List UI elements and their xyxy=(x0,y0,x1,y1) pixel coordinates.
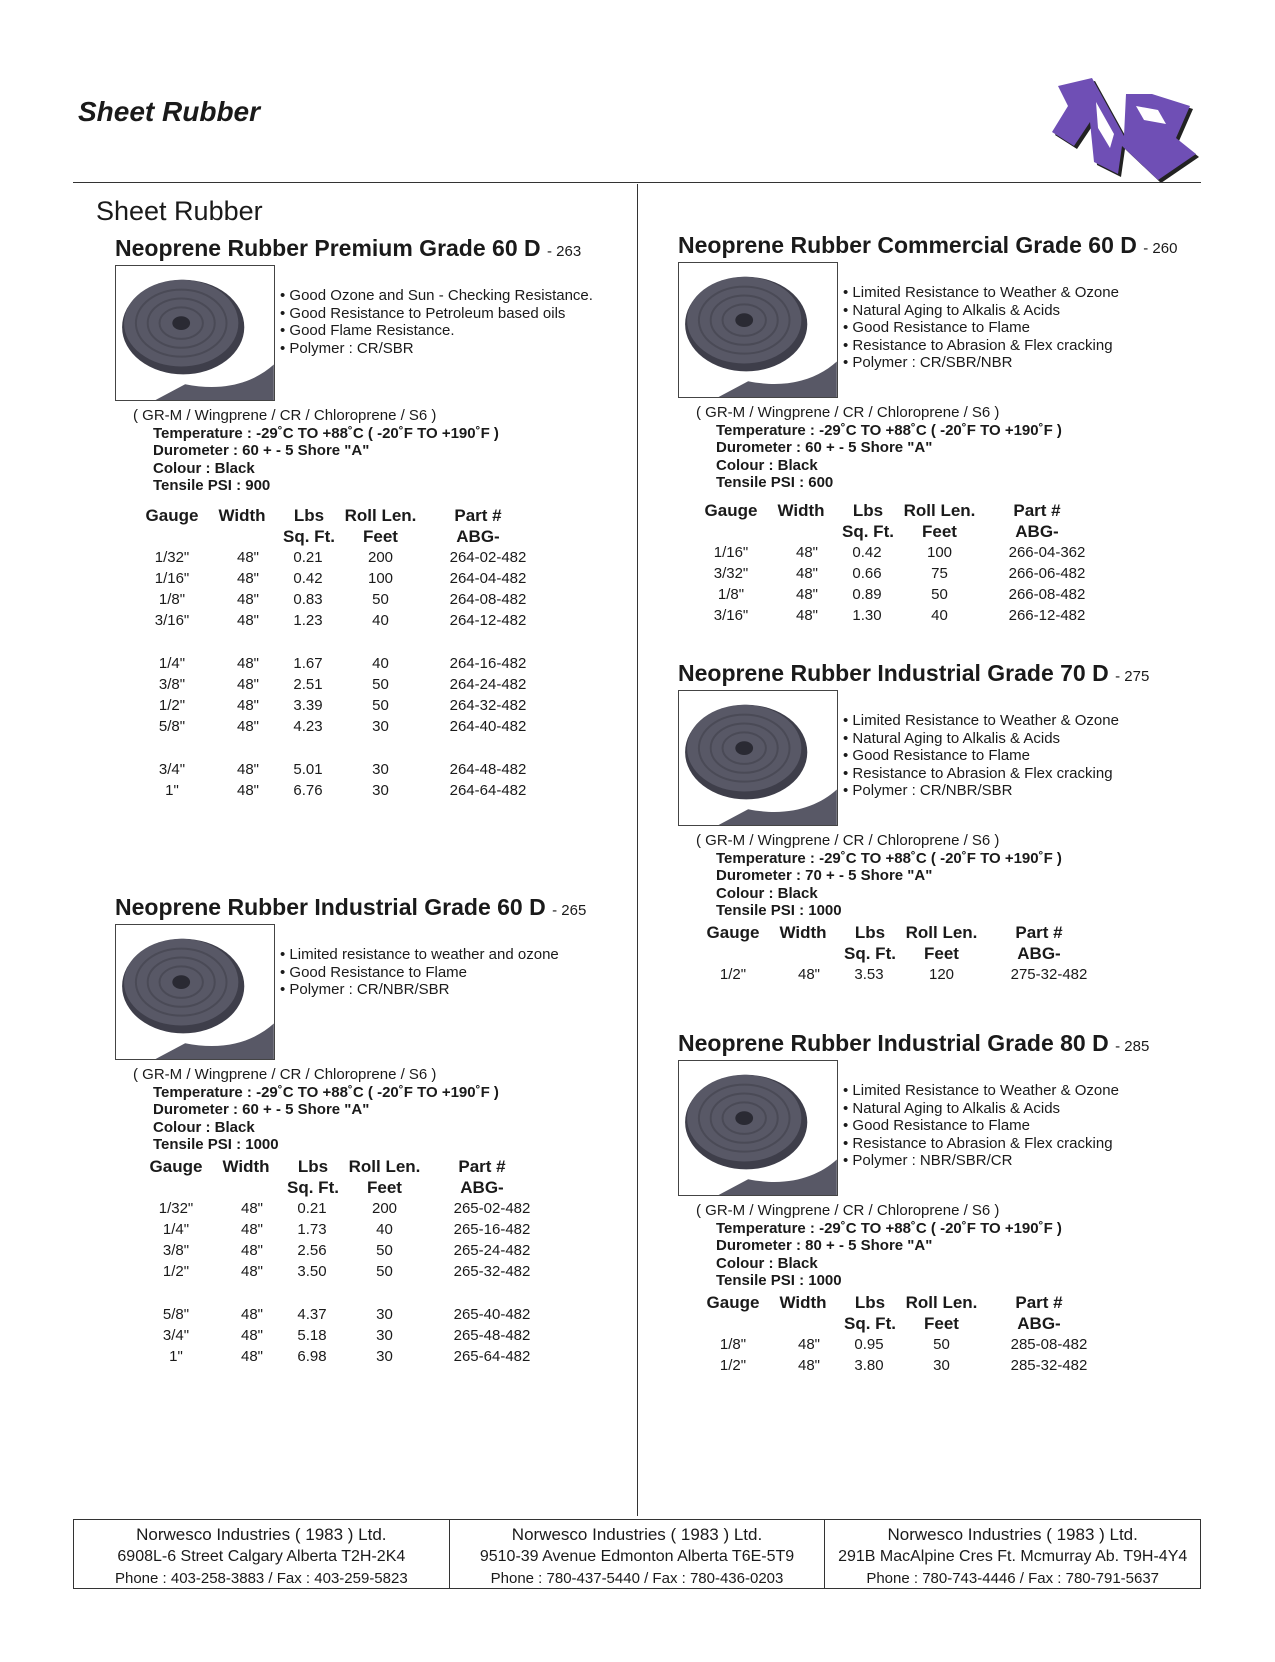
rubber-roll-image xyxy=(678,262,838,398)
alias-text: ( GR-M / Wingprene / CR / Chloroprene / S6 ) xyxy=(133,1066,437,1083)
table-row xyxy=(143,782,583,802)
lbs-cell: 1.23 xyxy=(293,612,323,629)
gauge-cell: 1" xyxy=(165,782,179,799)
page-heading: Sheet Rubber xyxy=(78,96,261,127)
gauge-cell: 5/8" xyxy=(158,718,186,735)
header-part: Part # ABG- xyxy=(1013,501,1061,541)
feature-item: • Good Resistance to Flame xyxy=(843,319,1119,337)
table-row xyxy=(147,1263,587,1283)
product-title: Neoprene Rubber Industrial Grade 80 D - 285 xyxy=(678,1030,1150,1056)
width-cell: 48" xyxy=(797,1336,820,1353)
table-row xyxy=(702,565,1142,585)
gauge-cell: 1/16" xyxy=(154,570,190,587)
table-row xyxy=(143,655,583,675)
tensile-spec: Tensile PSI : 1000 xyxy=(716,1272,842,1289)
table-row xyxy=(143,570,583,590)
spec-block xyxy=(696,832,1062,920)
width-cell: 48" xyxy=(240,1242,263,1259)
part-number-cell: 264-08-482 xyxy=(449,591,527,608)
header-roll-length: Roll Len. Feet xyxy=(905,1293,978,1333)
feature-item: • Limited Resistance to Weather & Ozone xyxy=(843,712,1119,730)
lbs-cell: 5.18 xyxy=(297,1327,327,1344)
table-row xyxy=(147,1327,587,1347)
office-edmonton xyxy=(450,1520,826,1588)
temperature-spec: Temperature : -29˚C TO +88˚C ( -20˚F TO +190˚F ) xyxy=(153,1083,499,1101)
product-title: Neoprene Rubber Premium Grade 60 D - 263 xyxy=(115,235,582,261)
table-row xyxy=(143,612,583,632)
table-row xyxy=(702,544,1142,564)
roll-length-cell: 40 xyxy=(372,655,389,672)
rubber-roll-image xyxy=(678,690,838,826)
lbs-cell: 0.42 xyxy=(293,570,323,587)
width-cell: 48" xyxy=(240,1221,263,1238)
company-name: Norwesco Industries ( 1983 ) Ltd. xyxy=(136,1525,387,1544)
gauge-cell: 1/2" xyxy=(719,1357,747,1374)
office-fort-mcmurray xyxy=(825,1520,1200,1588)
roll-length-cell: 40 xyxy=(372,612,389,629)
gauge-cell: 1/8" xyxy=(158,591,186,608)
roll-length-cell: 50 xyxy=(931,586,948,603)
office-phone: Phone : 780-437-5440 / Fax : 780-436-0203 xyxy=(490,1570,784,1587)
temperature-spec: Temperature : -29˚C TO +88˚C ( -20˚F TO +190˚F ) xyxy=(153,424,499,442)
roll-length-cell: 30 xyxy=(376,1306,393,1323)
lbs-cell: 0.83 xyxy=(293,591,323,608)
header-lbs: Lbs Sq. Ft. xyxy=(287,1157,339,1197)
header-roll-length: Roll Len. Feet xyxy=(348,1157,421,1197)
lbs-cell: 5.01 xyxy=(293,761,323,778)
table-row xyxy=(143,761,583,781)
header-width: Width xyxy=(777,501,825,520)
office-address: 291B MacAlpine Cres Ft. Mcmurray Ab. T9H-4Y4 xyxy=(838,1548,1188,1565)
rubber-roll-image xyxy=(115,924,275,1060)
lbs-cell: 2.51 xyxy=(293,676,323,693)
roll-length-cell: 75 xyxy=(931,565,948,582)
feature-item: • Natural Aging to Alkalis & Acids xyxy=(843,302,1119,320)
width-cell: 48" xyxy=(795,544,818,561)
width-cell: 48" xyxy=(795,607,818,624)
gauge-cell: 3/16" xyxy=(713,607,749,624)
feature-list xyxy=(843,712,1119,800)
width-cell: 48" xyxy=(236,655,259,672)
width-cell: 48" xyxy=(795,565,818,582)
roll-length-cell: 100 xyxy=(926,544,953,561)
header-part: Part # ABG- xyxy=(458,1157,506,1197)
width-cell: 48" xyxy=(236,676,259,693)
header-part: Part # ABG- xyxy=(454,506,502,546)
part-number-cell: 265-24-482 xyxy=(453,1242,531,1259)
feature-list xyxy=(280,287,593,357)
feature-item: • Polymer : CR/NBR/SBR xyxy=(843,782,1119,800)
header-width: Width xyxy=(779,1293,827,1312)
part-number-cell: 265-02-482 xyxy=(453,1200,531,1217)
width-cell: 48" xyxy=(236,612,259,629)
header-divider xyxy=(73,182,1201,183)
header-gauge: Gauge xyxy=(149,1157,203,1176)
lbs-cell: 4.37 xyxy=(297,1306,327,1323)
feature-item: • Limited resistance to weather and ozone xyxy=(280,946,559,964)
lbs-cell: 0.66 xyxy=(852,565,882,582)
part-number-cell: 266-08-482 xyxy=(1008,586,1086,603)
gauge-cell: 1" xyxy=(169,1348,183,1365)
header-gauge: Gauge xyxy=(704,501,758,520)
alias-text: ( GR-M / Wingprene / CR / Chloroprene / S6 ) xyxy=(696,832,1000,849)
rubber-roll-image xyxy=(678,1060,838,1196)
company-name: Norwesco Industries ( 1983 ) Ltd. xyxy=(887,1525,1138,1544)
table-row xyxy=(147,1242,587,1262)
spec-block xyxy=(696,1202,1062,1290)
gauge-cell: 3/4" xyxy=(162,1327,190,1344)
table-row xyxy=(143,591,583,611)
header-part: Part # ABG- xyxy=(1015,923,1063,963)
part-number-cell: 264-16-482 xyxy=(449,655,527,672)
gauge-cell: 1/8" xyxy=(717,586,745,603)
feature-item: • Good Resistance to Flame xyxy=(843,1117,1119,1135)
product-commercial-60 xyxy=(678,232,1198,632)
width-cell: 48" xyxy=(236,697,259,714)
product-title: Neoprene Rubber Industrial Grade 60 D - 265 xyxy=(115,894,587,920)
gauge-cell: 1/32" xyxy=(158,1200,194,1217)
durometer-spec: Durometer : 80 + - 5 Shore "A" xyxy=(716,1237,933,1254)
table-row xyxy=(702,607,1142,627)
lbs-cell: 3.39 xyxy=(293,697,323,714)
header-gauge: Gauge xyxy=(145,506,199,525)
gauge-cell: 3/32" xyxy=(713,565,749,582)
table-row xyxy=(143,697,583,717)
gauge-cell: 3/4" xyxy=(158,761,186,778)
office-address: 6908L-6 Street Calgary Alberta T2H-2K4 xyxy=(117,1548,406,1565)
temperature-spec: Temperature : -29˚C TO +88˚C ( -20˚F TO +190˚F ) xyxy=(716,1219,1062,1237)
lbs-cell: 3.50 xyxy=(297,1263,327,1280)
tensile-spec: Tensile PSI : 1000 xyxy=(716,902,842,919)
part-number-cell: 265-48-482 xyxy=(453,1327,531,1344)
lbs-cell: 6.76 xyxy=(293,782,323,799)
colour-spec: Colour : Black xyxy=(153,1118,255,1136)
lbs-cell: 1.67 xyxy=(293,655,323,672)
table-row xyxy=(147,1348,587,1368)
roll-length-cell: 120 xyxy=(928,966,955,983)
gauge-cell: 3/16" xyxy=(154,612,190,629)
product-industrial-60 xyxy=(115,894,635,1394)
gauge-cell: 1/32" xyxy=(154,549,190,566)
tensile-spec: Tensile PSI : 1000 xyxy=(153,1136,279,1153)
table-row xyxy=(704,966,1144,986)
roll-length-cell: 30 xyxy=(372,718,389,735)
gauge-cell: 1/2" xyxy=(719,966,747,983)
width-cell: 48" xyxy=(797,966,820,983)
header-gauge: Gauge xyxy=(706,923,760,942)
gauge-cell: 1/8" xyxy=(719,1336,747,1353)
durometer-spec: Durometer : 60 + - 5 Shore "A" xyxy=(153,442,370,459)
roll-length-cell: 30 xyxy=(376,1348,393,1365)
office-address: 9510-39 Avenue Edmonton Alberta T6E-5T9 xyxy=(479,1548,795,1565)
product-title: Neoprene Rubber Commercial Grade 60 D - 260 xyxy=(678,232,1178,258)
header-lbs: Lbs Sq. Ft. xyxy=(842,501,894,541)
feature-item: • Polymer : CR/SBR xyxy=(280,340,593,358)
lbs-cell: 1.30 xyxy=(852,607,882,624)
table-row xyxy=(147,1221,587,1241)
width-cell: 48" xyxy=(240,1348,263,1365)
header-lbs: Lbs Sq. Ft. xyxy=(283,506,335,546)
tensile-spec: Tensile PSI : 600 xyxy=(716,474,834,491)
width-cell: 48" xyxy=(236,570,259,587)
product-premium-60 xyxy=(115,235,635,815)
feature-list xyxy=(843,1082,1119,1170)
feature-item: • Polymer : NBR/SBR/CR xyxy=(843,1152,1119,1170)
part-number-cell: 264-02-482 xyxy=(449,549,527,566)
rubber-roll-image xyxy=(115,265,275,401)
width-cell: 48" xyxy=(240,1263,263,1280)
width-cell: 48" xyxy=(240,1306,263,1323)
part-number-cell: 265-40-482 xyxy=(453,1306,531,1323)
roll-length-cell: 30 xyxy=(372,782,389,799)
gauge-cell: 3/8" xyxy=(162,1242,190,1259)
office-calgary xyxy=(74,1520,450,1588)
lbs-cell: 1.73 xyxy=(297,1221,327,1238)
spec-block xyxy=(133,1066,499,1154)
feature-list xyxy=(280,946,559,999)
durometer-spec: Durometer : 70 + - 5 Shore "A" xyxy=(716,867,933,884)
part-number-cell: 265-64-482 xyxy=(453,1348,531,1365)
header-width: Width xyxy=(218,506,266,525)
feature-item: • Natural Aging to Alkalis & Acids xyxy=(843,1100,1119,1118)
roll-length-cell: 200 xyxy=(367,549,394,566)
roll-length-cell: 50 xyxy=(372,676,389,693)
roll-length-cell: 40 xyxy=(376,1221,393,1238)
product-industrial-80 xyxy=(678,1030,1198,1390)
width-cell: 48" xyxy=(236,782,259,799)
lbs-cell: 3.53 xyxy=(854,966,884,983)
table-row xyxy=(702,586,1142,606)
lbs-cell: 0.42 xyxy=(852,544,882,561)
table-row xyxy=(147,1200,587,1220)
part-number-cell: 265-32-482 xyxy=(453,1263,531,1280)
width-cell: 48" xyxy=(795,586,818,603)
header-roll-length: Roll Len. Feet xyxy=(903,501,976,541)
part-number-cell: 265-16-482 xyxy=(453,1221,531,1238)
lbs-cell: 2.56 xyxy=(297,1242,327,1259)
part-number-cell: 264-24-482 xyxy=(449,676,527,693)
table-row xyxy=(147,1306,587,1326)
product-title: Neoprene Rubber Industrial Grade 70 D - 275 xyxy=(678,660,1150,686)
temperature-spec: Temperature : -29˚C TO +88˚C ( -20˚F TO +190˚F ) xyxy=(716,421,1062,439)
width-cell: 48" xyxy=(236,718,259,735)
roll-length-cell: 100 xyxy=(367,570,394,587)
norwesco-logo-icon xyxy=(1040,76,1200,186)
spec-block xyxy=(133,407,499,495)
header-lbs: Lbs Sq. Ft. xyxy=(844,1293,896,1333)
office-phone: Phone : 780-743-4446 / Fax : 780-791-5637 xyxy=(866,1570,1160,1587)
gauge-cell: 1/4" xyxy=(158,655,186,672)
feature-item: • Good Resistance to Flame xyxy=(843,747,1119,765)
lbs-cell: 0.89 xyxy=(852,586,882,603)
feature-list xyxy=(843,284,1119,372)
feature-item: • Good Resistance to Flame xyxy=(280,964,559,982)
part-number-cell: 264-32-482 xyxy=(449,697,527,714)
section-title: Sheet Rubber xyxy=(96,196,263,226)
roll-length-cell: 50 xyxy=(376,1263,393,1280)
colour-spec: Colour : Black xyxy=(716,884,818,902)
roll-length-cell: 50 xyxy=(372,697,389,714)
width-cell: 48" xyxy=(240,1200,263,1217)
part-number-cell: 264-12-482 xyxy=(449,612,527,629)
roll-length-cell: 50 xyxy=(933,1336,950,1353)
feature-item: • Polymer : CR/NBR/SBR xyxy=(280,981,559,999)
lbs-cell: 0.21 xyxy=(293,549,323,566)
durometer-spec: Durometer : 60 + - 5 Shore "A" xyxy=(153,1101,370,1118)
feature-item: • Good Ozone and Sun - Checking Resistance. xyxy=(280,287,593,305)
gauge-cell: 1/2" xyxy=(158,697,186,714)
feature-item: • Limited Resistance to Weather & Ozone xyxy=(843,284,1119,302)
part-number-cell: 264-04-482 xyxy=(449,570,527,587)
alias-text: ( GR-M / Wingprene / CR / Chloroprene / S6 ) xyxy=(133,407,437,424)
lbs-cell: 3.80 xyxy=(854,1357,884,1374)
roll-length-cell: 30 xyxy=(376,1327,393,1344)
column-divider xyxy=(637,184,638,1516)
table-row xyxy=(704,1336,1144,1356)
width-cell: 48" xyxy=(797,1357,820,1374)
header-roll-length: Roll Len. Feet xyxy=(905,923,978,963)
colour-spec: Colour : Black xyxy=(153,459,255,477)
durometer-spec: Durometer : 60 + - 5 Shore "A" xyxy=(716,439,933,456)
table-row xyxy=(143,676,583,696)
header-roll-length: Roll Len. Feet xyxy=(344,506,417,546)
feature-item: • Good Flame Resistance. xyxy=(280,322,593,340)
office-phone: Phone : 403-258-3883 / Fax : 403-259-5823 xyxy=(114,1570,408,1587)
gauge-cell: 3/8" xyxy=(158,676,186,693)
feature-item: • Resistance to Abrasion & Flex cracking xyxy=(843,337,1119,355)
company-name: Norwesco Industries ( 1983 ) Ltd. xyxy=(511,1525,763,1544)
width-cell: 48" xyxy=(240,1327,263,1344)
roll-length-cell: 200 xyxy=(371,1200,398,1217)
lbs-cell: 0.95 xyxy=(854,1336,884,1353)
gauge-cell: 5/8" xyxy=(162,1306,190,1323)
gauge-cell: 1/16" xyxy=(713,544,749,561)
table-row xyxy=(143,549,583,569)
colour-spec: Colour : Black xyxy=(716,456,818,474)
part-number-cell: 266-12-482 xyxy=(1008,607,1086,624)
footer-locations xyxy=(73,1519,1201,1589)
feature-item: • Polymer : CR/SBR/NBR xyxy=(843,354,1119,372)
part-number-cell: 285-32-482 xyxy=(1010,1357,1088,1374)
feature-item: • Resistance to Abrasion & Flex cracking xyxy=(843,1135,1119,1153)
roll-length-cell: 50 xyxy=(372,591,389,608)
width-cell: 48" xyxy=(236,591,259,608)
part-number-cell: 275-32-482 xyxy=(1010,966,1088,983)
roll-length-cell: 50 xyxy=(376,1242,393,1259)
header-lbs: Lbs Sq. Ft. xyxy=(844,923,896,963)
feature-item: • Resistance to Abrasion & Flex cracking xyxy=(843,765,1119,783)
lbs-cell: 0.21 xyxy=(297,1200,327,1217)
lbs-cell: 6.98 xyxy=(297,1348,327,1365)
alias-text: ( GR-M / Wingprene / CR / Chloroprene / S6 ) xyxy=(696,404,1000,421)
part-number-cell: 266-04-362 xyxy=(1008,544,1086,561)
colour-spec: Colour : Black xyxy=(716,1254,818,1272)
roll-length-cell: 40 xyxy=(931,607,948,624)
table-row xyxy=(143,718,583,738)
part-number-cell: 264-48-482 xyxy=(449,761,527,778)
product-industrial-70 xyxy=(678,660,1198,1000)
roll-length-cell: 30 xyxy=(372,761,389,778)
header-width: Width xyxy=(779,923,827,942)
gauge-cell: 1/4" xyxy=(162,1221,190,1238)
tensile-spec: Tensile PSI : 900 xyxy=(153,477,271,494)
width-cell: 48" xyxy=(236,549,259,566)
table-row xyxy=(704,1357,1144,1377)
feature-item: • Limited Resistance to Weather & Ozone xyxy=(843,1082,1119,1100)
part-number-cell: 266-06-482 xyxy=(1008,565,1086,582)
feature-item: • Natural Aging to Alkalis & Acids xyxy=(843,730,1119,748)
lbs-cell: 4.23 xyxy=(293,718,323,735)
alias-text: ( GR-M / Wingprene / CR / Chloroprene / S6 ) xyxy=(696,1202,1000,1219)
header-part: Part # ABG- xyxy=(1015,1293,1063,1333)
part-number-cell: 285-08-482 xyxy=(1010,1336,1088,1353)
header-gauge: Gauge xyxy=(706,1293,760,1312)
width-cell: 48" xyxy=(236,761,259,778)
feature-item: • Good Resistance to Petroleum based oils xyxy=(280,305,593,323)
header-width: Width xyxy=(222,1157,270,1176)
part-number-cell: 264-64-482 xyxy=(449,782,527,799)
roll-length-cell: 30 xyxy=(933,1357,950,1374)
temperature-spec: Temperature : -29˚C TO +88˚C ( -20˚F TO +190˚F ) xyxy=(716,849,1062,867)
part-number-cell: 264-40-482 xyxy=(449,718,527,735)
gauge-cell: 1/2" xyxy=(162,1263,190,1280)
spec-block xyxy=(696,404,1062,492)
